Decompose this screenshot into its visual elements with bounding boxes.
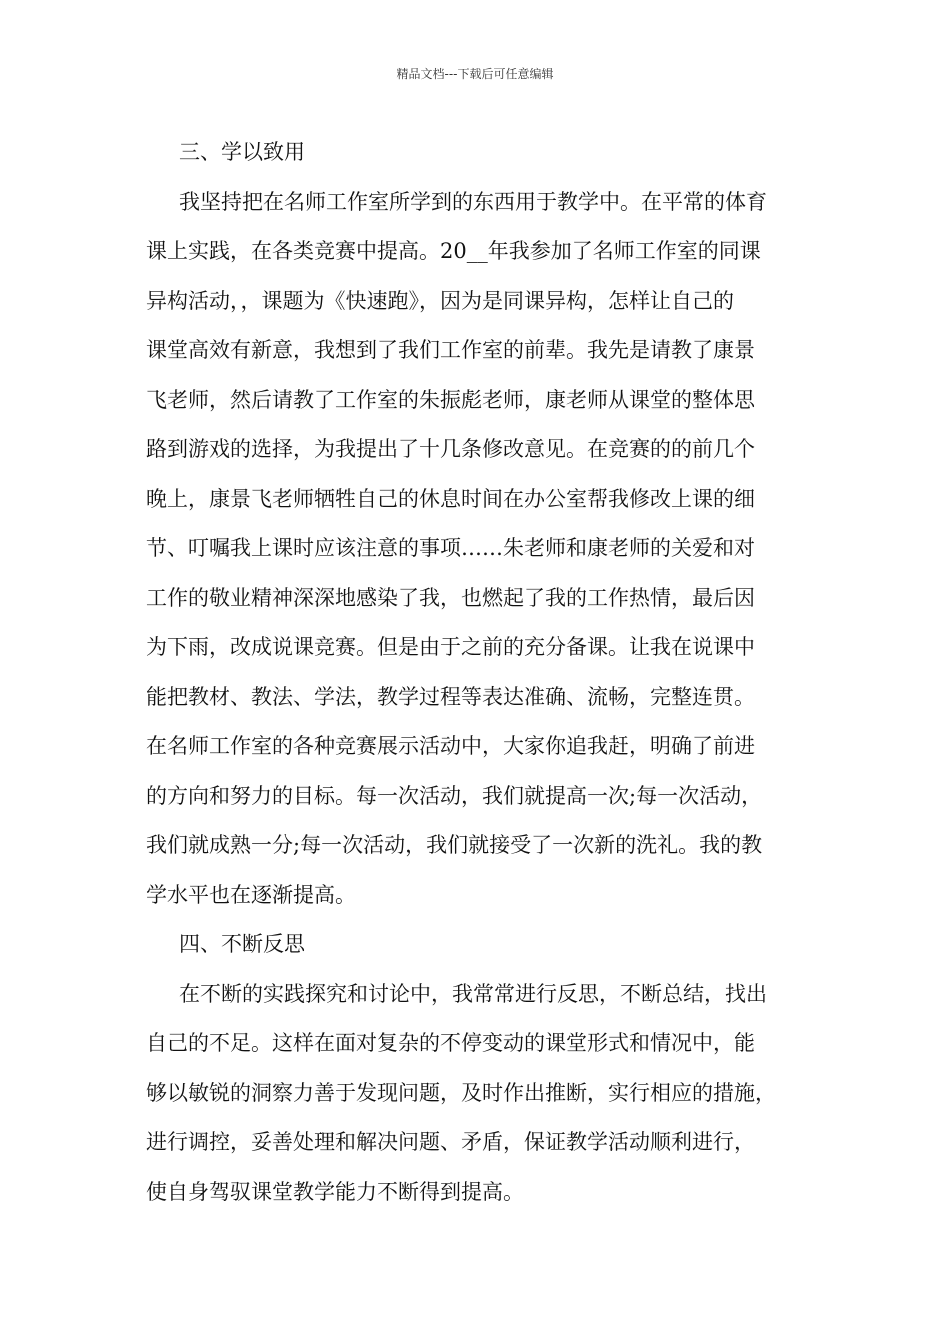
section-heading: 四、不断反思	[179, 932, 305, 956]
paragraph-line: 节、叮嘱我上课时应该注意的事项……朱老师和康老师的关爱和对	[146, 536, 755, 560]
page-header: 精品文档---下载后可任意编辑	[396, 67, 554, 81]
paragraph-line: 自己的不足。这样在面对复杂的不停变动的课堂形式和情况中，能	[146, 1031, 755, 1055]
paragraph-line: 为下雨，改成说课竞赛。但是由于之前的充分备课。让我在说课中	[146, 635, 755, 659]
paragraph-line: 路到游戏的选择，为我提出了十几条修改意见。在竞赛的的前几个	[146, 437, 755, 461]
paragraph-line: 晚上，康景飞老师牺牲自己的休息时间在办公室帮我修改上课的细	[146, 486, 755, 511]
paragraph-line: 在名师工作室的各种竞赛展示活动中，大家你追我赶，明确了前进	[146, 734, 755, 758]
paragraph-line: 的方向和努力的目标。每一次活动，我们就提高一次;每一次活动，	[146, 783, 763, 808]
paragraph-line: 够以敏锐的洞察力善于发现问题，及时作出推断，实行相应的措施，	[146, 1080, 776, 1105]
paragraph-line: 我坚持把在名师工作室所学到的东西用于教学中。在平常的体育	[179, 189, 767, 214]
paragraph-line: 异构活动，，课题为《快速跑》，因为是同课异构，怎样让自己的	[146, 288, 734, 313]
paragraph-line: 我们就成熟一分;每一次活动，我们就接受了一次新的洗礼。我的教	[146, 833, 763, 857]
document-body	[146, 128, 814, 1217]
paragraph-line: 能把教材、教法、学法，教学过程等表达准确、流畅，完整连贯。	[146, 684, 755, 709]
paragraph-line: 课上实践，在各类竞赛中提高。20__年我参加了名师工作室的同课	[146, 239, 761, 263]
paragraph-line: 课堂高效有新意，我想到了我们工作室的前辈。我先是请教了康景	[146, 338, 755, 362]
section-heading: 三、学以致用	[179, 140, 305, 164]
paragraph-line: 学水平也在逐渐提高。	[146, 882, 356, 907]
paragraph-line: 在不断的实践探究和讨论中，我常常进行反思，不断总结，找出	[179, 981, 767, 1006]
paragraph-line: 进行调控，妥善处理和解决问题、矛盾，保证教学活动顺利进行，	[146, 1130, 755, 1154]
paragraph-line: 工作的敬业精神深深地感染了我，也燃起了我的工作热情，最后因	[146, 585, 755, 610]
paragraph-line: 使自身驾驭课堂教学能力不断得到提高。	[146, 1179, 524, 1204]
paragraph-line: 飞老师，然后请教了工作室的朱振彪老师，康老师从课堂的整体思	[146, 387, 755, 412]
